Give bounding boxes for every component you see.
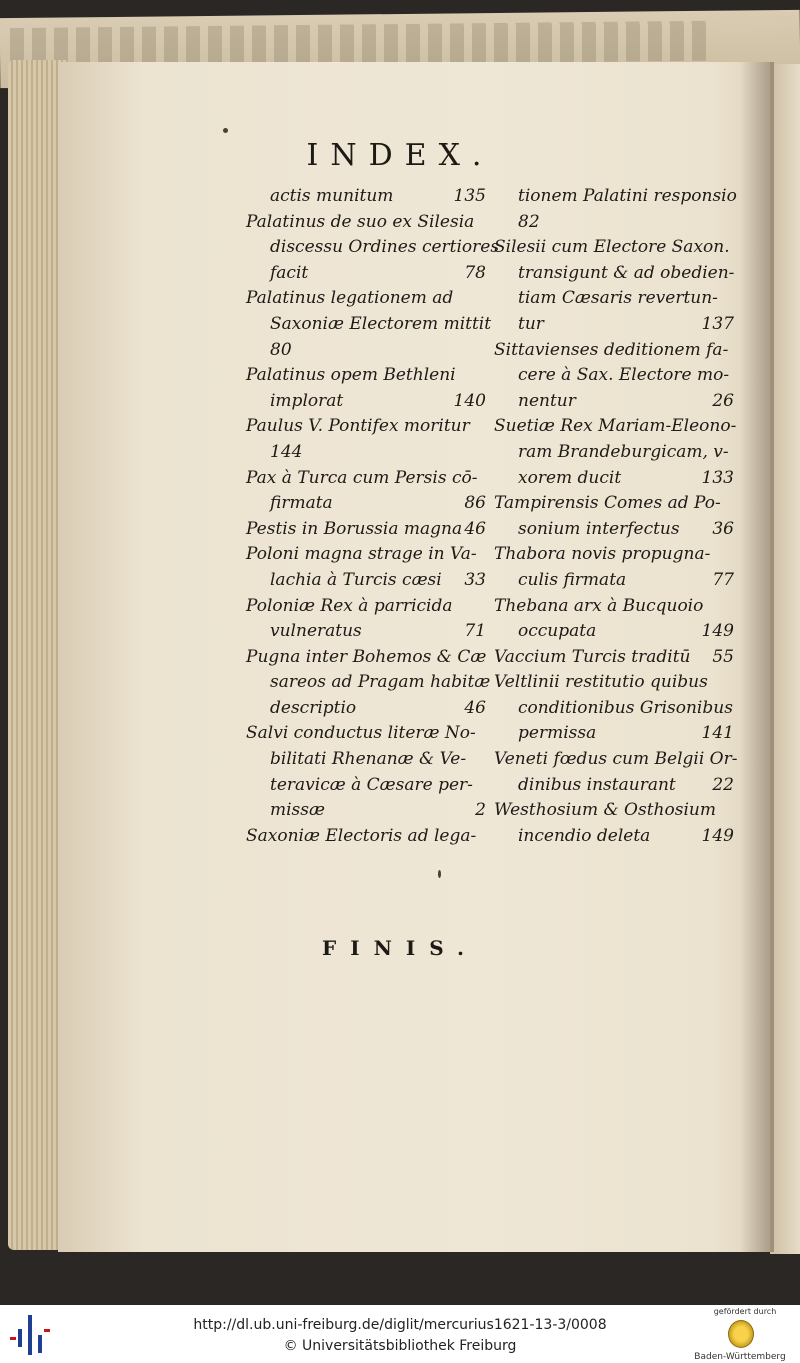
index-entry-line — [246, 542, 486, 568]
entry-text: 82 — [518, 211, 540, 232]
index-entry-line — [494, 798, 734, 824]
index-entry-line — [494, 312, 734, 338]
page-number: 33 — [464, 569, 486, 590]
bleed-through-text — [10, 21, 710, 68]
ink-spot — [438, 870, 441, 878]
ink-spot — [223, 128, 228, 133]
page-number: 133 — [701, 467, 734, 488]
entry-text: transigunt & ad obedien- — [518, 262, 735, 283]
index-entry-line — [246, 747, 486, 773]
index-entry-line — [246, 645, 486, 671]
entry-text: 80 — [270, 339, 292, 360]
index-entry-line — [246, 517, 486, 543]
index-entry-line — [246, 210, 486, 236]
index-entry-line — [494, 824, 734, 850]
index-entry-line — [494, 619, 734, 645]
entry-text: discessu Ordines certiores — [270, 237, 500, 258]
index-entry-line — [494, 645, 734, 671]
page-number: 77 — [712, 569, 734, 590]
entry-text: Westhosium & Osthosium — [494, 800, 716, 821]
index-entry-line — [494, 721, 734, 747]
index-entry-line — [246, 261, 486, 287]
entry-text: Palatinus legationem ad — [246, 288, 454, 309]
entry-text: Pestis in Borussia magna — [246, 518, 463, 539]
page-heading: INDEX. — [306, 138, 494, 173]
entry-text: incendio deleta — [518, 825, 651, 846]
page-number: 55 — [712, 646, 734, 667]
entry-text: bilitati Rhenanæ & Ve- — [270, 749, 467, 770]
index-entry-line — [494, 210, 734, 236]
index-entry-line — [246, 568, 486, 594]
entry-text: culis firmata — [518, 569, 627, 590]
baden-wuerttemberg-crest-icon — [728, 1320, 754, 1348]
page-number: 71 — [464, 621, 486, 642]
index-entry-line — [494, 696, 734, 722]
page-number: 26 — [712, 390, 734, 411]
page-number: 135 — [453, 186, 486, 206]
page-number: 149 — [701, 621, 734, 642]
entry-text: vulneratus — [270, 621, 362, 642]
entry-text: Palatinus de suo ex Silesia — [246, 211, 475, 232]
page-number: 86 — [464, 493, 486, 514]
entry-text: dinibus instaurant — [518, 774, 676, 795]
index-entry-line — [246, 696, 486, 722]
entry-text: Tampirensis Comes ad Po- — [494, 493, 721, 514]
page-number: 137 — [701, 313, 734, 334]
index-entry-line — [246, 389, 486, 415]
permalink-url[interactable]: http://dl.ub.uni-freiburg.de/diglit/mercurius1621-13-3/0008 — [193, 1317, 607, 1333]
index-entry-line — [494, 747, 738, 773]
index-entry-line — [494, 414, 737, 440]
entry-text: descriptio — [270, 697, 357, 718]
index-entry-line — [246, 440, 486, 466]
index-column-right — [494, 184, 738, 849]
page-number: 36 — [712, 518, 734, 539]
index-entry-line — [246, 798, 486, 824]
entry-text: Saxoniæ Electoris ad lega- — [246, 825, 477, 846]
page-number: 149 — [701, 825, 734, 846]
index-entry-line — [246, 414, 486, 440]
entry-text: sonium interfectus — [518, 518, 680, 539]
entry-text: Suetiæ Rex Mariam-Eleono- — [494, 416, 737, 437]
page-number: 140 — [453, 390, 486, 411]
entry-text: firmata — [270, 493, 333, 514]
entry-text: conditionibus Grisonibus — [518, 697, 733, 718]
index-entry-line — [494, 466, 734, 492]
entry-text: Pugna inter Bohemos & Cæ — [246, 646, 487, 667]
index-entry-line — [246, 670, 491, 696]
entry-text: Vaccium Turcis traditū — [494, 646, 691, 667]
index-entry-line — [246, 824, 486, 850]
index-entry-line — [246, 773, 486, 799]
entry-text: xorem ducit — [518, 467, 622, 488]
index-column-left — [246, 184, 500, 849]
index-entry-line — [494, 773, 734, 799]
entry-text: Veneti fœdus cum Belgii Or- — [494, 749, 738, 770]
index-entry-line — [246, 491, 486, 517]
entry-text: lachia à Turcis cæsi — [270, 569, 442, 590]
index-entry-line — [494, 542, 734, 568]
index-entry-line — [494, 286, 734, 312]
index-entry-line — [494, 235, 734, 261]
viewer-footer — [0, 1305, 800, 1363]
entry-text: nentur — [518, 390, 576, 411]
entry-text: Pax à Turca cum Persis cō- — [246, 467, 478, 488]
entry-text: teravicæ à Cæsare per- — [270, 774, 473, 795]
entry-text: Poloniæ Rex à parricida — [246, 595, 453, 616]
entry-text: permissa — [518, 723, 597, 744]
entry-text: facit — [270, 262, 309, 283]
index-entry-line — [494, 670, 734, 696]
index-entry-line — [246, 312, 492, 338]
index-entry-line — [494, 517, 734, 543]
entry-text: ram Brandeburgicam, v- — [518, 441, 729, 462]
entry-text: Salvi conductus literæ No- — [246, 723, 476, 744]
index-entry-line — [494, 389, 734, 415]
page-number: 46 — [464, 518, 486, 539]
copyright-text: © Universitätsbibliothek Freiburg — [283, 1338, 517, 1354]
entry-text: Veltlinii restitutio quibus — [494, 672, 708, 693]
page-number: 2 — [475, 800, 486, 821]
index-entry-line — [494, 594, 734, 620]
index-entry-line — [494, 261, 734, 287]
entry-text: Paulus V. Pontifex moritur — [246, 416, 470, 437]
index-entry-line — [494, 440, 734, 466]
index-entry-line — [494, 363, 734, 389]
index-entry-line — [246, 721, 486, 747]
sponsor-block — [690, 1307, 800, 1363]
entry-text: cere à Sax. Electore mo- — [518, 365, 730, 386]
entry-text: missæ — [270, 800, 325, 821]
entry-text: tiam Cæsaris revertun- — [518, 288, 718, 309]
entry-text: Thebana arx à Bucquoio — [494, 595, 704, 616]
sponsor-name: Baden-Württemberg — [694, 1352, 786, 1362]
entry-text: occupata — [518, 621, 597, 642]
index-entry-line — [246, 619, 486, 645]
page-number: 78 — [464, 262, 486, 283]
entry-text: Sittavienses deditionem fa- — [494, 339, 729, 360]
index-entry-line — [246, 286, 486, 312]
index-entry-line — [246, 363, 486, 389]
facing-page-edge — [770, 64, 800, 1254]
finis-text: FINIS. — [322, 936, 478, 960]
entry-text: Silesii cum Electore Saxon. — [494, 237, 730, 258]
index-entry-line — [494, 568, 734, 594]
entry-text: Saxoniæ Electorem mittit — [270, 313, 492, 334]
entry-text: Poloni magna strage in Va- — [246, 544, 477, 565]
entry-text: tur — [518, 313, 544, 334]
page-number: 141 — [701, 723, 734, 744]
entry-text: 144 — [270, 441, 303, 462]
index-entry-line — [246, 594, 486, 620]
page-number: 46 — [464, 697, 486, 718]
index-entry-line — [246, 184, 486, 210]
index-entry-line — [246, 338, 486, 364]
page-number: 22 — [712, 774, 734, 795]
index-entry-line — [494, 184, 737, 210]
entry-text: actis munitum — [270, 186, 394, 206]
entry-text: implorat — [270, 390, 344, 411]
entry-text: Thabora novis propugna- — [494, 544, 711, 565]
index-entry-line — [246, 466, 486, 492]
entry-text: Palatinus opem Bethleni — [246, 365, 456, 386]
index-entry-line — [246, 235, 500, 261]
entry-text: tionem Palatini responsio — [518, 186, 737, 206]
index-entry-line — [494, 338, 734, 364]
entry-text: sareos ad Pragam habitæ — [270, 672, 491, 693]
sponsor-label: gefördert durch — [713, 1307, 777, 1316]
spine-shadow — [740, 62, 774, 1252]
index-entry-line — [494, 491, 734, 517]
